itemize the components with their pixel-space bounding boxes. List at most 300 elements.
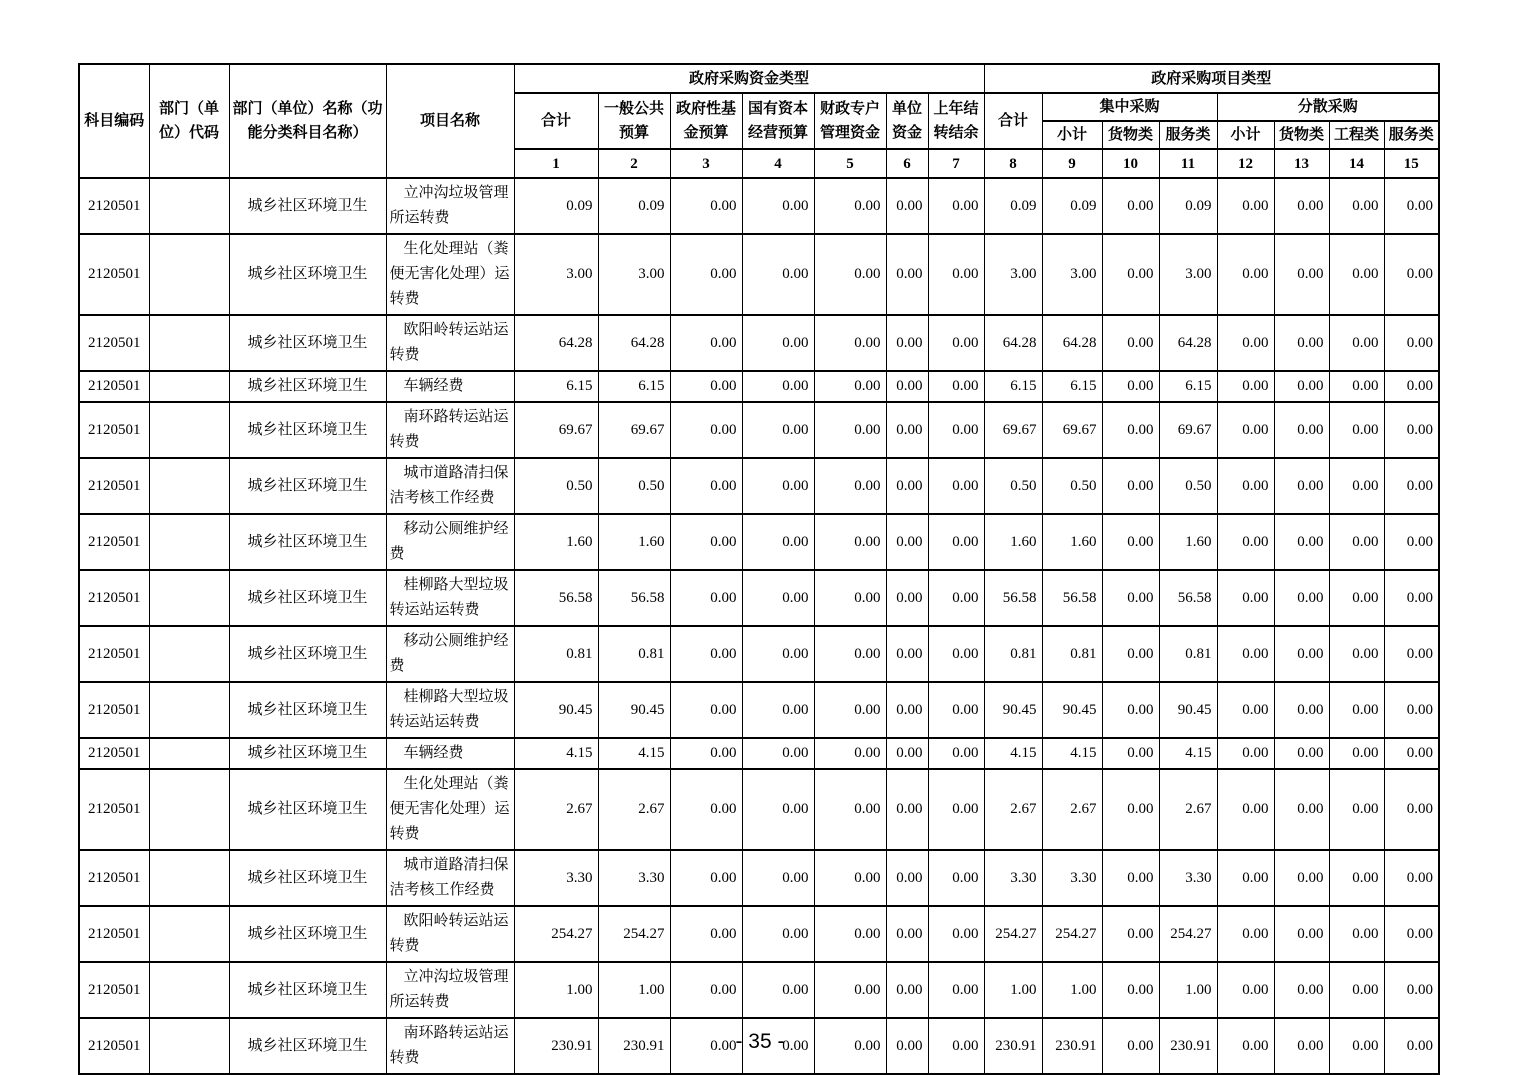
value-cell: 0.00 — [1274, 769, 1329, 850]
dept-code-cell — [149, 315, 229, 371]
dept-name-cell: 城乡社区环境卫生 — [229, 458, 386, 514]
value-cell: 0.00 — [1217, 178, 1274, 234]
value-cell: 1.00 — [1159, 962, 1217, 1018]
value-cell: 0.00 — [1217, 850, 1274, 906]
value-cell: 0.00 — [1329, 962, 1384, 1018]
value-cell: 0.00 — [928, 626, 984, 682]
column-number: 15 — [1384, 149, 1439, 178]
value-cell: 0.00 — [1384, 402, 1439, 458]
value-cell: 0.00 — [814, 402, 886, 458]
column-number: 7 — [928, 149, 984, 178]
value-cell: 0.00 — [886, 514, 928, 570]
value-cell: 0.00 — [814, 850, 886, 906]
table-row — [79, 402, 1439, 458]
subject-code-cell: 2120501 — [79, 769, 149, 850]
value-cell: 0.50 — [1159, 458, 1217, 514]
value-cell: 0.00 — [1329, 371, 1384, 402]
table-row — [79, 682, 1439, 738]
column-number: 4 — [742, 149, 814, 178]
value-cell: 0.00 — [1384, 682, 1439, 738]
value-cell: 0.00 — [814, 626, 886, 682]
dept-code-cell — [149, 738, 229, 769]
subject-code-cell: 2120501 — [79, 402, 149, 458]
value-cell: 0.00 — [928, 962, 984, 1018]
value-cell: 3.00 — [598, 234, 670, 315]
value-cell: 230.91 — [598, 1018, 670, 1074]
value-cell: 64.28 — [1159, 315, 1217, 371]
value-cell: 0.00 — [1384, 769, 1439, 850]
value-cell: 90.45 — [984, 682, 1042, 738]
value-cell: 0.00 — [1274, 906, 1329, 962]
subject-code-cell: 2120501 — [79, 1018, 149, 1074]
dept-code-cell — [149, 850, 229, 906]
table-body — [79, 178, 1439, 1074]
project-name-cell: 立冲沟垃圾管理所运转费 — [386, 178, 514, 234]
value-cell: 0.00 — [1384, 514, 1439, 570]
value-cell: 0.09 — [1042, 178, 1102, 234]
header-govt-fund-budget: 政府性基金预算 — [670, 93, 742, 149]
value-cell: 0.00 — [1102, 738, 1159, 769]
column-number: 1 — [514, 149, 598, 178]
value-cell: 3.00 — [514, 234, 598, 315]
dept-name-cell: 城乡社区环境卫生 — [229, 769, 386, 850]
header-centralized-goods: 货物类 — [1102, 121, 1159, 149]
value-cell: 3.00 — [1159, 234, 1217, 315]
value-cell: 0.00 — [886, 315, 928, 371]
value-cell: 0.00 — [1329, 626, 1384, 682]
value-cell: 0.00 — [928, 682, 984, 738]
header-subject-code: 科目编码 — [79, 64, 149, 178]
header-group-centralized: 集中采购 — [1042, 93, 1217, 121]
value-cell: 0.00 — [1384, 178, 1439, 234]
value-cell: 56.58 — [984, 570, 1042, 626]
value-cell: 1.60 — [1159, 514, 1217, 570]
value-cell: 0.81 — [984, 626, 1042, 682]
value-cell: 0.00 — [928, 850, 984, 906]
header-decentralized-services: 服务类 — [1384, 121, 1439, 149]
dept-name-cell: 城乡社区环境卫生 — [229, 371, 386, 402]
subject-code-cell: 2120501 — [79, 682, 149, 738]
value-cell: 4.15 — [598, 738, 670, 769]
value-cell: 0.00 — [1384, 315, 1439, 371]
value-cell: 3.30 — [598, 850, 670, 906]
subject-code-cell: 2120501 — [79, 178, 149, 234]
dept-code-cell — [149, 371, 229, 402]
dept-code-cell — [149, 234, 229, 315]
value-cell: 1.60 — [1042, 514, 1102, 570]
value-cell: 0.00 — [1102, 682, 1159, 738]
value-cell: 0.00 — [742, 315, 814, 371]
value-cell: 69.67 — [1042, 402, 1102, 458]
table-row — [79, 738, 1439, 769]
subject-code-cell: 2120501 — [79, 626, 149, 682]
value-cell: 0.00 — [1217, 315, 1274, 371]
header-unit-funds: 单位资金 — [886, 93, 928, 149]
project-name-cell: 城市道路清扫保洁考核工作经费 — [386, 458, 514, 514]
value-cell: 0.00 — [1329, 1018, 1384, 1074]
value-cell: 0.00 — [1384, 850, 1439, 906]
value-cell: 0.00 — [1274, 1018, 1329, 1074]
value-cell: 0.00 — [928, 458, 984, 514]
value-cell: 0.00 — [1217, 682, 1274, 738]
value-cell: 1.00 — [514, 962, 598, 1018]
value-cell: 0.00 — [1102, 234, 1159, 315]
value-cell: 0.00 — [1274, 234, 1329, 315]
project-name-cell: 欧阳岭转运站运转费 — [386, 906, 514, 962]
value-cell: 0.00 — [742, 682, 814, 738]
value-cell: 0.00 — [670, 738, 742, 769]
value-cell: 0.00 — [670, 1018, 742, 1074]
value-cell: 56.58 — [598, 570, 670, 626]
dept-code-cell — [149, 962, 229, 1018]
value-cell: 0.00 — [928, 570, 984, 626]
value-cell: 0.00 — [814, 769, 886, 850]
value-cell: 0.00 — [1217, 962, 1274, 1018]
value-cell: 0.00 — [1217, 458, 1274, 514]
value-cell: 0.00 — [742, 769, 814, 850]
value-cell: 0.00 — [1384, 458, 1439, 514]
value-cell: 0.00 — [928, 906, 984, 962]
project-name-cell: 生化处理站（粪便无害化处理）运转费 — [386, 769, 514, 850]
value-cell: 254.27 — [514, 906, 598, 962]
dept-name-cell: 城乡社区环境卫生 — [229, 514, 386, 570]
value-cell: 1.00 — [598, 962, 670, 1018]
header-state-capital-budget: 国有资本经营预算 — [742, 93, 814, 149]
header-decentralized-works: 工程类 — [1329, 121, 1384, 149]
value-cell: 0.81 — [598, 626, 670, 682]
subject-code-cell: 2120501 — [79, 514, 149, 570]
value-cell: 0.00 — [1274, 738, 1329, 769]
value-cell: 0.00 — [1329, 458, 1384, 514]
project-name-cell: 车辆经费 — [386, 738, 514, 769]
value-cell: 254.27 — [1042, 906, 1102, 962]
value-cell: 0.50 — [1042, 458, 1102, 514]
subject-code-cell: 2120501 — [79, 570, 149, 626]
value-cell: 254.27 — [984, 906, 1042, 962]
header-group-fund-type: 政府采购资金类型 — [514, 64, 984, 93]
dept-name-cell: 城乡社区环境卫生 — [229, 315, 386, 371]
value-cell: 0.00 — [670, 371, 742, 402]
header-group-row — [79, 64, 1439, 93]
value-cell: 64.28 — [598, 315, 670, 371]
value-cell: 0.00 — [1384, 738, 1439, 769]
subject-code-cell: 2120501 — [79, 458, 149, 514]
value-cell: 1.60 — [984, 514, 1042, 570]
column-number: 9 — [1042, 149, 1102, 178]
value-cell: 0.00 — [670, 315, 742, 371]
value-cell: 0.00 — [742, 178, 814, 234]
subject-code-cell: 2120501 — [79, 234, 149, 315]
value-cell: 1.00 — [984, 962, 1042, 1018]
value-cell: 0.00 — [742, 402, 814, 458]
value-cell: 0.00 — [1384, 570, 1439, 626]
column-number: 6 — [886, 149, 928, 178]
header-centralized-subtotal: 小计 — [1042, 121, 1102, 149]
value-cell: 4.15 — [514, 738, 598, 769]
value-cell: 0.00 — [1217, 738, 1274, 769]
value-cell: 0.00 — [886, 570, 928, 626]
value-cell: 0.00 — [1384, 1018, 1439, 1074]
value-cell: 1.60 — [598, 514, 670, 570]
dept-code-cell — [149, 626, 229, 682]
value-cell: 0.00 — [1274, 962, 1329, 1018]
project-name-cell: 南环路转运站运转费 — [386, 1018, 514, 1074]
value-cell: 230.91 — [1159, 1018, 1217, 1074]
value-cell: 0.00 — [1274, 570, 1329, 626]
value-cell: 0.00 — [1217, 1018, 1274, 1074]
dept-code-cell — [149, 570, 229, 626]
value-cell: 0.00 — [742, 626, 814, 682]
value-cell: 0.00 — [1217, 769, 1274, 850]
value-cell: 0.00 — [1274, 626, 1329, 682]
value-cell: 0.00 — [1329, 178, 1384, 234]
value-cell: 0.00 — [1274, 371, 1329, 402]
value-cell: 0.09 — [984, 178, 1042, 234]
value-cell: 0.00 — [1329, 769, 1384, 850]
value-cell: 6.15 — [598, 371, 670, 402]
value-cell: 69.67 — [1159, 402, 1217, 458]
value-cell: 6.15 — [1042, 371, 1102, 402]
value-cell: 0.00 — [670, 458, 742, 514]
table-row — [79, 371, 1439, 402]
value-cell: 0.00 — [928, 234, 984, 315]
header-dept-name: 部门（单位）名称（功能分类科目名称） — [229, 64, 386, 178]
value-cell: 0.09 — [1159, 178, 1217, 234]
subject-code-cell: 2120501 — [79, 962, 149, 1018]
value-cell: 0.00 — [886, 458, 928, 514]
dept-name-cell: 城乡社区环境卫生 — [229, 738, 386, 769]
value-cell: 0.00 — [1217, 514, 1274, 570]
column-number: 8 — [984, 149, 1042, 178]
value-cell: 0.00 — [1329, 234, 1384, 315]
value-cell: 0.00 — [928, 769, 984, 850]
value-cell: 2.67 — [1159, 769, 1217, 850]
value-cell: 0.00 — [886, 850, 928, 906]
value-cell: 0.50 — [514, 458, 598, 514]
value-cell: 0.00 — [928, 178, 984, 234]
column-number: 2 — [598, 149, 670, 178]
value-cell: 0.50 — [598, 458, 670, 514]
value-cell: 254.27 — [1159, 906, 1217, 962]
value-cell: 0.00 — [670, 906, 742, 962]
value-cell: 0.00 — [1329, 514, 1384, 570]
value-cell: 90.45 — [1159, 682, 1217, 738]
value-cell: 0.00 — [1102, 962, 1159, 1018]
column-number: 12 — [1217, 149, 1274, 178]
dept-name-cell: 城乡社区环境卫生 — [229, 906, 386, 962]
value-cell: 69.67 — [514, 402, 598, 458]
value-cell: 0.00 — [1217, 570, 1274, 626]
value-cell: 4.15 — [1159, 738, 1217, 769]
value-cell: 0.00 — [814, 315, 886, 371]
value-cell: 0.00 — [742, 738, 814, 769]
header-fund-total: 合计 — [514, 93, 598, 149]
value-cell: 0.00 — [814, 906, 886, 962]
project-name-cell: 移动公厕维护经费 — [386, 626, 514, 682]
value-cell: 0.00 — [1329, 315, 1384, 371]
value-cell: 90.45 — [514, 682, 598, 738]
value-cell: 0.00 — [886, 962, 928, 1018]
value-cell: 0.00 — [742, 850, 814, 906]
value-cell: 0.00 — [1102, 458, 1159, 514]
subject-code-cell: 2120501 — [79, 738, 149, 769]
value-cell: 64.28 — [984, 315, 1042, 371]
value-cell: 0.00 — [670, 626, 742, 682]
value-cell: 56.58 — [514, 570, 598, 626]
value-cell: 0.00 — [1274, 682, 1329, 738]
header-project-type-total: 合计 — [984, 93, 1042, 149]
table-row — [79, 626, 1439, 682]
value-cell: 90.45 — [598, 682, 670, 738]
value-cell: 6.15 — [1159, 371, 1217, 402]
value-cell: 2.67 — [984, 769, 1042, 850]
value-cell: 3.00 — [1042, 234, 1102, 315]
table-row — [79, 962, 1439, 1018]
header-decentralized-goods: 货物类 — [1274, 121, 1329, 149]
value-cell: 0.00 — [742, 962, 814, 1018]
value-cell: 0.00 — [886, 906, 928, 962]
value-cell: 0.00 — [1329, 570, 1384, 626]
value-cell: 0.00 — [1102, 570, 1159, 626]
table-row — [79, 570, 1439, 626]
value-cell: 0.00 — [1274, 178, 1329, 234]
value-cell: 0.00 — [814, 514, 886, 570]
project-name-cell: 车辆经费 — [386, 371, 514, 402]
dept-name-cell: 城乡社区环境卫生 — [229, 402, 386, 458]
project-name-cell: 欧阳岭转运站运转费 — [386, 315, 514, 371]
header-group-project-type: 政府采购项目类型 — [984, 64, 1439, 93]
value-cell: 0.00 — [886, 738, 928, 769]
value-cell: 230.91 — [1042, 1018, 1102, 1074]
project-name-cell: 桂柳路大型垃圾转运站运转费 — [386, 682, 514, 738]
dept-code-cell — [149, 402, 229, 458]
page-number: - 35 - — [735, 1030, 785, 1053]
value-cell: 0.09 — [598, 178, 670, 234]
value-cell: 0.00 — [1217, 402, 1274, 458]
value-cell: 0.81 — [1159, 626, 1217, 682]
subject-code-cell: 2120501 — [79, 371, 149, 402]
dept-name-cell: 城乡社区环境卫生 — [229, 234, 386, 315]
header-decentralized-subtotal: 小计 — [1217, 121, 1274, 149]
subject-code-cell: 2120501 — [79, 850, 149, 906]
value-cell: 0.00 — [1102, 178, 1159, 234]
value-cell: 0.00 — [928, 315, 984, 371]
value-cell: 2.67 — [514, 769, 598, 850]
value-cell: 0.00 — [670, 402, 742, 458]
value-cell: 3.30 — [514, 850, 598, 906]
value-cell: 0.00 — [670, 962, 742, 1018]
value-cell: 0.00 — [814, 1018, 886, 1074]
value-cell: 0.00 — [1274, 402, 1329, 458]
value-cell: 0.00 — [1217, 234, 1274, 315]
value-cell: 90.45 — [1042, 682, 1102, 738]
value-cell: 64.28 — [1042, 315, 1102, 371]
value-cell: 0.00 — [814, 682, 886, 738]
value-cell: 0.00 — [742, 458, 814, 514]
value-cell: 0.50 — [984, 458, 1042, 514]
value-cell: 0.81 — [514, 626, 598, 682]
table-row — [79, 234, 1439, 315]
value-cell: 0.00 — [886, 626, 928, 682]
project-name-cell: 南环路转运站运转费 — [386, 402, 514, 458]
value-cell: 0.00 — [1329, 402, 1384, 458]
dept-name-cell: 城乡社区环境卫生 — [229, 962, 386, 1018]
value-cell: 0.00 — [1274, 850, 1329, 906]
value-cell: 0.00 — [1102, 906, 1159, 962]
value-cell: 0.00 — [886, 178, 928, 234]
value-cell: 6.15 — [984, 371, 1042, 402]
value-cell: 0.00 — [814, 178, 886, 234]
value-cell: 0.00 — [670, 850, 742, 906]
value-cell: 0.00 — [1102, 371, 1159, 402]
value-cell: 0.00 — [928, 1018, 984, 1074]
value-cell: 56.58 — [1159, 570, 1217, 626]
column-number: 5 — [814, 149, 886, 178]
value-cell: 4.15 — [1042, 738, 1102, 769]
budget-table — [78, 63, 1440, 1075]
dept-code-cell — [149, 682, 229, 738]
value-cell: 0.00 — [886, 234, 928, 315]
value-cell: 0.00 — [886, 682, 928, 738]
value-cell: 64.28 — [514, 315, 598, 371]
table-row — [79, 514, 1439, 570]
column-number: 10 — [1102, 149, 1159, 178]
value-cell: 0.00 — [1217, 626, 1274, 682]
value-cell: 0.00 — [1384, 371, 1439, 402]
value-cell: 0.00 — [814, 570, 886, 626]
value-cell: 1.60 — [514, 514, 598, 570]
value-cell: 6.15 — [514, 371, 598, 402]
value-cell: 0.00 — [1102, 769, 1159, 850]
dept-name-cell: 城乡社区环境卫生 — [229, 850, 386, 906]
value-cell: 0.00 — [1274, 514, 1329, 570]
value-cell: 0.00 — [1102, 402, 1159, 458]
dept-code-cell — [149, 514, 229, 570]
value-cell: 1.00 — [1042, 962, 1102, 1018]
value-cell: 0.00 — [1102, 626, 1159, 682]
value-cell: 0.09 — [514, 178, 598, 234]
value-cell: 230.91 — [984, 1018, 1042, 1074]
value-cell: 0.00 — [1102, 850, 1159, 906]
project-name-cell: 移动公厕维护经费 — [386, 514, 514, 570]
value-cell: 0.00 — [670, 234, 742, 315]
dept-code-cell — [149, 178, 229, 234]
value-cell: 0.00 — [1384, 234, 1439, 315]
column-number: 14 — [1329, 149, 1384, 178]
dept-code-cell — [149, 458, 229, 514]
value-cell: 3.30 — [984, 850, 1042, 906]
header-general-public-budget: 一般公共预算 — [598, 93, 670, 149]
table-row — [79, 769, 1439, 850]
value-cell: 2.67 — [598, 769, 670, 850]
header-dept-code: 部门（单位）代码 — [149, 64, 229, 178]
project-name-cell: 立冲沟垃圾管理所运转费 — [386, 962, 514, 1018]
value-cell: 230.91 — [514, 1018, 598, 1074]
value-cell: 0.00 — [742, 906, 814, 962]
value-cell: 0.00 — [1329, 850, 1384, 906]
value-cell: 3.30 — [1159, 850, 1217, 906]
value-cell: 0.00 — [1102, 315, 1159, 371]
value-cell: 0.00 — [1384, 626, 1439, 682]
dept-name-cell: 城乡社区环境卫生 — [229, 682, 386, 738]
value-cell: 0.00 — [814, 458, 886, 514]
table-row — [79, 315, 1439, 371]
value-cell: 69.67 — [598, 402, 670, 458]
value-cell: 0.00 — [742, 1018, 814, 1074]
value-cell: 0.00 — [1274, 315, 1329, 371]
value-cell: 0.00 — [742, 570, 814, 626]
value-cell: 2.67 — [1042, 769, 1102, 850]
